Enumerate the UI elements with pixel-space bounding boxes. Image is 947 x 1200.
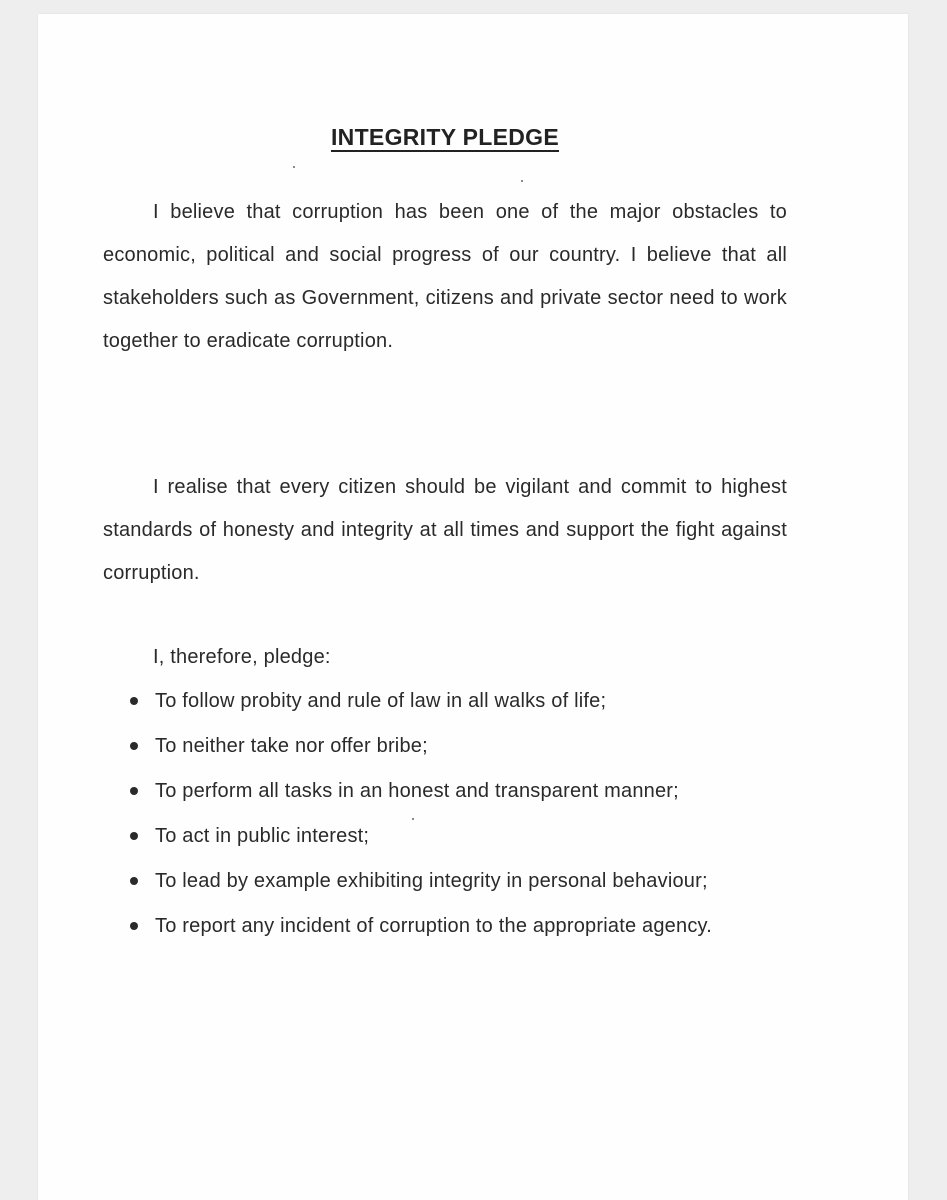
- pledge-text: To act in public interest;: [155, 825, 370, 847]
- bullet-icon: [130, 742, 138, 750]
- realisation-paragraph: I realise that every citizen should be vigilant and commit to highest standards of honesty and integrity at all times and support the fight against corruption.: [103, 476, 787, 584]
- pledge-item: [103, 904, 787, 949]
- bullet-icon: [130, 877, 138, 885]
- bullet-icon: [130, 787, 138, 795]
- pledge-intro: I, therefore, pledge:: [153, 646, 331, 668]
- scan-speck: [521, 180, 523, 182]
- pledge-item: [103, 814, 787, 859]
- pledge-text: To report any incident of corruption to the appropriate agency.: [155, 915, 713, 937]
- scan-speck: [293, 166, 295, 168]
- document-title: INTEGRITY PLEDGE: [330, 124, 560, 150]
- pledge-text: To follow probity and rule of law in all walks of life;: [155, 690, 607, 712]
- pledge-item: [103, 769, 787, 814]
- pledge-text: To lead by example exhibiting integrity in personal behaviour;: [155, 870, 708, 892]
- bullet-icon: [130, 697, 138, 705]
- pledge-list: [103, 679, 787, 949]
- pledge-text: To neither take nor offer bribe;: [155, 735, 428, 757]
- bullet-icon: [130, 922, 138, 930]
- bullet-icon: [130, 832, 138, 840]
- pledge-item: [103, 679, 787, 724]
- pledge-text: To perform all tasks in an honest and transparent manner;: [155, 780, 679, 802]
- pledge-item: [103, 859, 787, 904]
- belief-paragraph: I believe that corruption has been one of the major obstacles to economic, political and social progress of our country. I believe that all stakeholders such as Government, citizens and private sector need to work together to eradicate corruption.: [103, 201, 787, 352]
- pledge-item: [103, 724, 787, 769]
